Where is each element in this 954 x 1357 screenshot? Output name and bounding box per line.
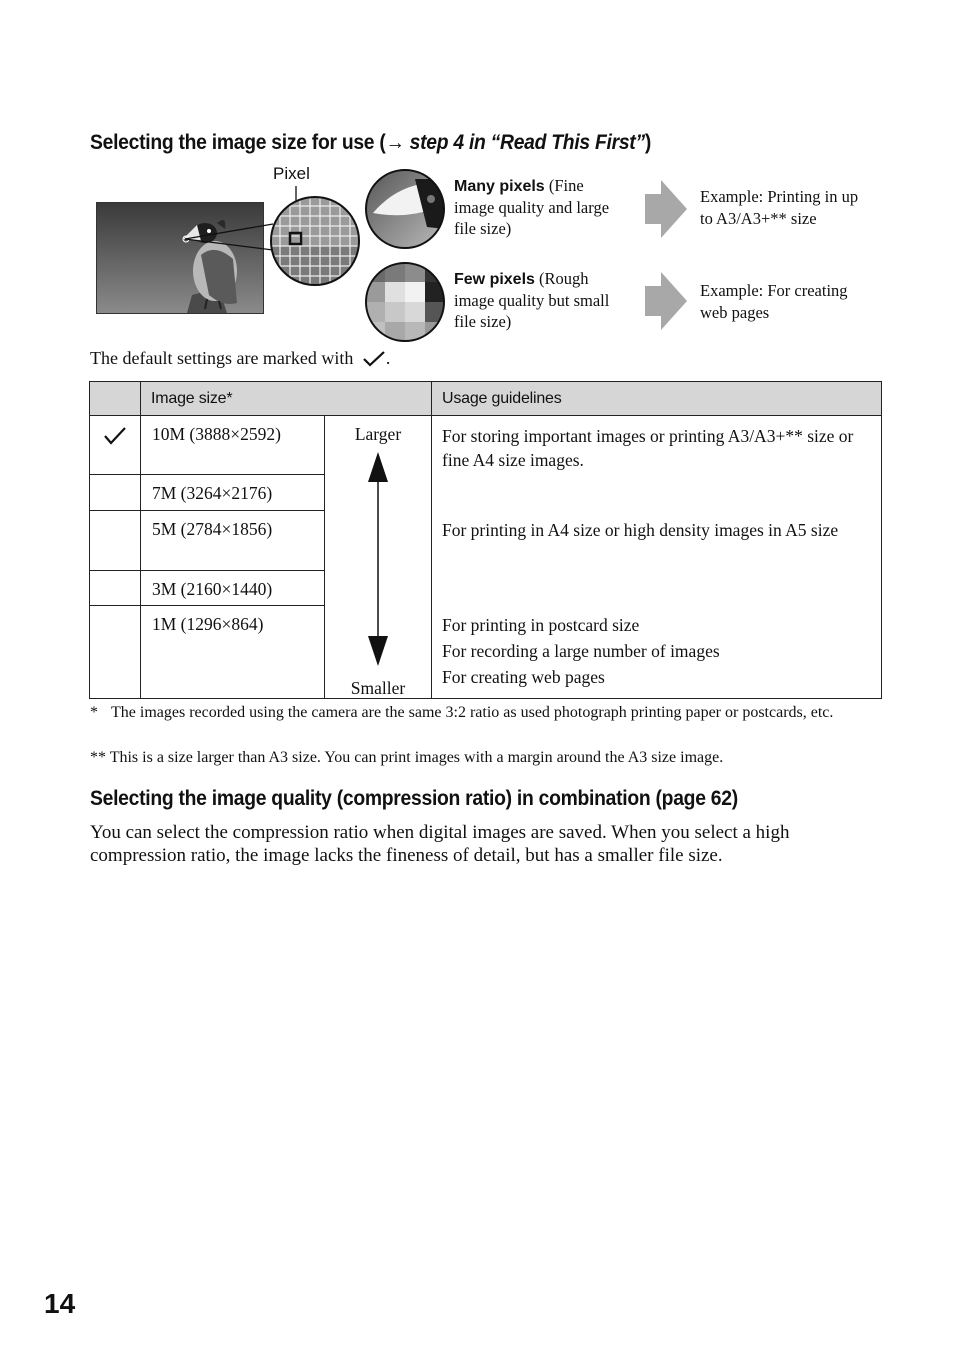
arrow-right-icon: → xyxy=(385,131,405,154)
rough-image-circle xyxy=(365,262,445,342)
size-cell: 7M (3264×2176) xyxy=(141,475,325,511)
size-cell: 1M (1296×864) xyxy=(141,605,325,698)
default-note-text: The default settings are marked with xyxy=(90,348,354,368)
few-pixels-label: Few pixels xyxy=(454,271,535,288)
usage-postcard: For printing in postcard size xyxy=(442,615,640,635)
few-pixels-description xyxy=(454,268,624,332)
size-range-cell xyxy=(325,416,432,699)
pixel-label: Pixel xyxy=(273,164,310,183)
usage-cell xyxy=(432,416,882,699)
heading-suffix: ) xyxy=(644,131,652,154)
larger-label: Larger xyxy=(354,424,402,444)
footnote-a3: ** This is a size larger than A3 size. You can print images with a margin around the A3 size image. xyxy=(90,749,724,766)
heading-prefix: Selecting the image size for use ( xyxy=(90,131,386,154)
default-note-period: . xyxy=(385,348,391,368)
section-heading-image-size xyxy=(90,131,651,155)
fine-image-circle xyxy=(365,169,445,249)
header-blank xyxy=(90,382,141,416)
header-usage: Usage guidelines xyxy=(432,382,882,416)
double-arrow-icon xyxy=(367,452,389,666)
arrow-right-icon xyxy=(645,272,687,330)
checkmark-icon xyxy=(103,426,127,446)
usage-many-images: For recording a large number of images xyxy=(442,641,720,661)
compression-paragraph: You can select the compression ratio when digital images are saved. When you select a high compression ratio, the image lacks the fineness of detail, but has a smaller file size. xyxy=(90,822,790,866)
pixel-grid-magnifier xyxy=(270,196,360,286)
heading-reference: step 4 in “Read This First” xyxy=(404,131,645,154)
many-pixels-label: Many pixels xyxy=(454,178,545,195)
size-cell: 10M (3888×2592) xyxy=(141,416,325,475)
many-pixels-description xyxy=(454,175,624,239)
default-marker-cell xyxy=(90,416,141,475)
many-pixels-detail: (Fine image quality and large file size) xyxy=(454,176,610,238)
usage-large: For storing important images or printing A3/A3+** size or fine A4 size images. xyxy=(442,426,854,470)
size-cell: 3M (2160×1440) xyxy=(141,570,325,605)
example-printing: Example: Printing in up to A3/A3+** size xyxy=(700,187,859,228)
header-image-size: Image size* xyxy=(141,382,432,416)
example-web: Example: For creating web pages xyxy=(700,281,848,322)
usage-a4: For printing in A4 size or high density images in A5 size xyxy=(442,520,839,540)
few-pixels-detail: (Rough image quality but small file size) xyxy=(454,269,610,331)
image-size-table xyxy=(89,381,882,699)
checkmark-icon xyxy=(362,350,386,368)
usage-web: For creating web pages xyxy=(442,667,605,687)
footnote-text: The images recorded using the camera are the same 3:2 ratio as used photograph printing paper or postcards, etc. xyxy=(111,704,834,721)
default-settings-note xyxy=(90,348,390,369)
size-cell: 5M (2784×1856) xyxy=(141,511,325,570)
table-row xyxy=(90,416,882,475)
smaller-label: Smaller xyxy=(350,678,406,698)
footnote-ratio xyxy=(90,702,860,723)
footnote-marker: * xyxy=(90,704,98,721)
arrow-right-icon xyxy=(645,180,687,238)
section-heading-image-quality: Selecting the image quality (compression ratio) in combination (page 62) xyxy=(90,787,738,810)
page-number: 14 xyxy=(44,1288,76,1319)
